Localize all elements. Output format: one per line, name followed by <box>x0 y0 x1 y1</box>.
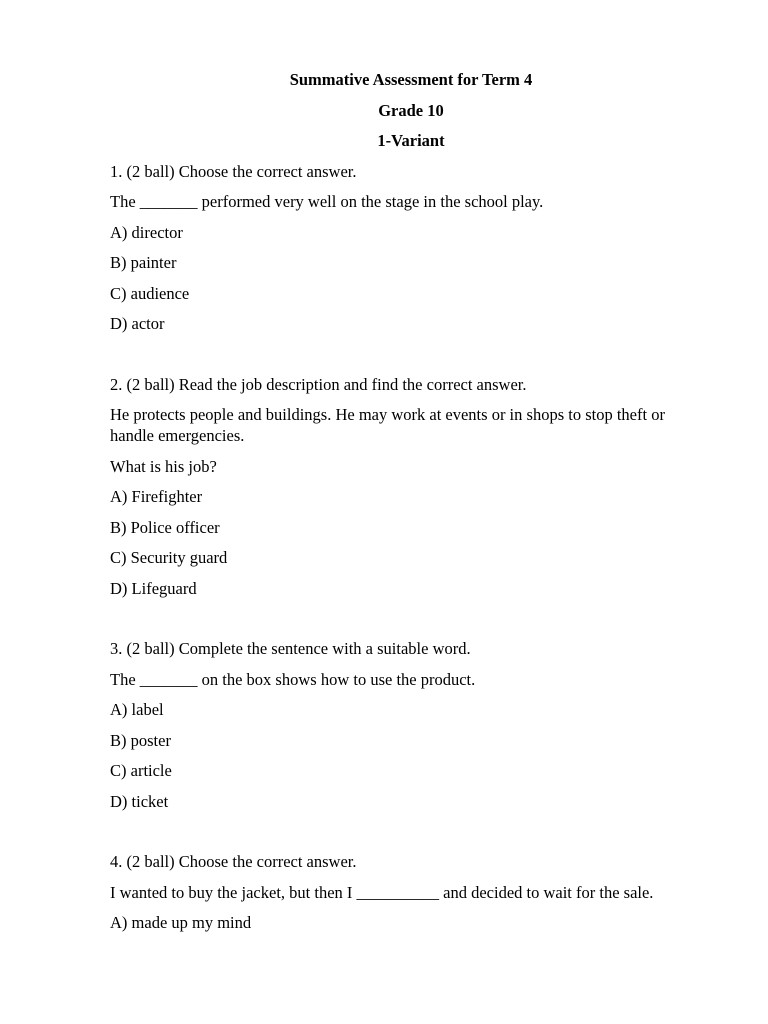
question-2-description: He protects people and buildings. He may work at events or in shops to stop theft or handle emergencies. <box>110 405 665 445</box>
variant-heading: 1-Variant <box>377 131 445 150</box>
question-3-sentence: The _______ on the box shows how to use the product. <box>110 670 476 689</box>
question-2-prompt: 2. (2 ball) Read the job description and find the correct answer. <box>110 375 527 394</box>
question-2-option-c: C) Security guard <box>110 548 228 567</box>
question-4-prompt: 4. (2 ball) Choose the correct answer. <box>110 852 357 871</box>
grade-heading: Grade 10 <box>378 101 444 120</box>
question-1-sentence: The _______ performed very well on the stage in the school play. <box>110 192 544 211</box>
question-3-option-c: C) article <box>110 761 172 780</box>
question-1-option-d: D) actor <box>110 314 165 333</box>
question-3-prompt: 3. (2 ball) Complete the sentence with a suitable word. <box>110 639 471 658</box>
question-1-option-c: C) audience <box>110 284 190 303</box>
question-4-sentence: I wanted to buy the jacket, but then I __________ and decided to wait for the sale. <box>110 883 654 902</box>
question-2-question: What is his job? <box>110 457 217 476</box>
question-4-option-a: A) made up my mind <box>110 913 252 932</box>
question-3-option-b: B) poster <box>110 731 171 750</box>
question-1-option-b: B) painter <box>110 253 177 272</box>
question-3-option-d: D) ticket <box>110 792 169 811</box>
question-1-prompt: 1. (2 ball) Choose the correct answer. <box>110 162 357 181</box>
question-2-option-b: B) Police officer <box>110 518 220 537</box>
question-2-option-d: D) Lifeguard <box>110 579 197 598</box>
question-1-option-a: A) director <box>110 223 183 242</box>
question-2-option-a: A) Firefighter <box>110 487 203 506</box>
question-3-option-a: A) label <box>110 700 164 719</box>
document-title: Summative Assessment for Term 4 <box>289 70 533 89</box>
